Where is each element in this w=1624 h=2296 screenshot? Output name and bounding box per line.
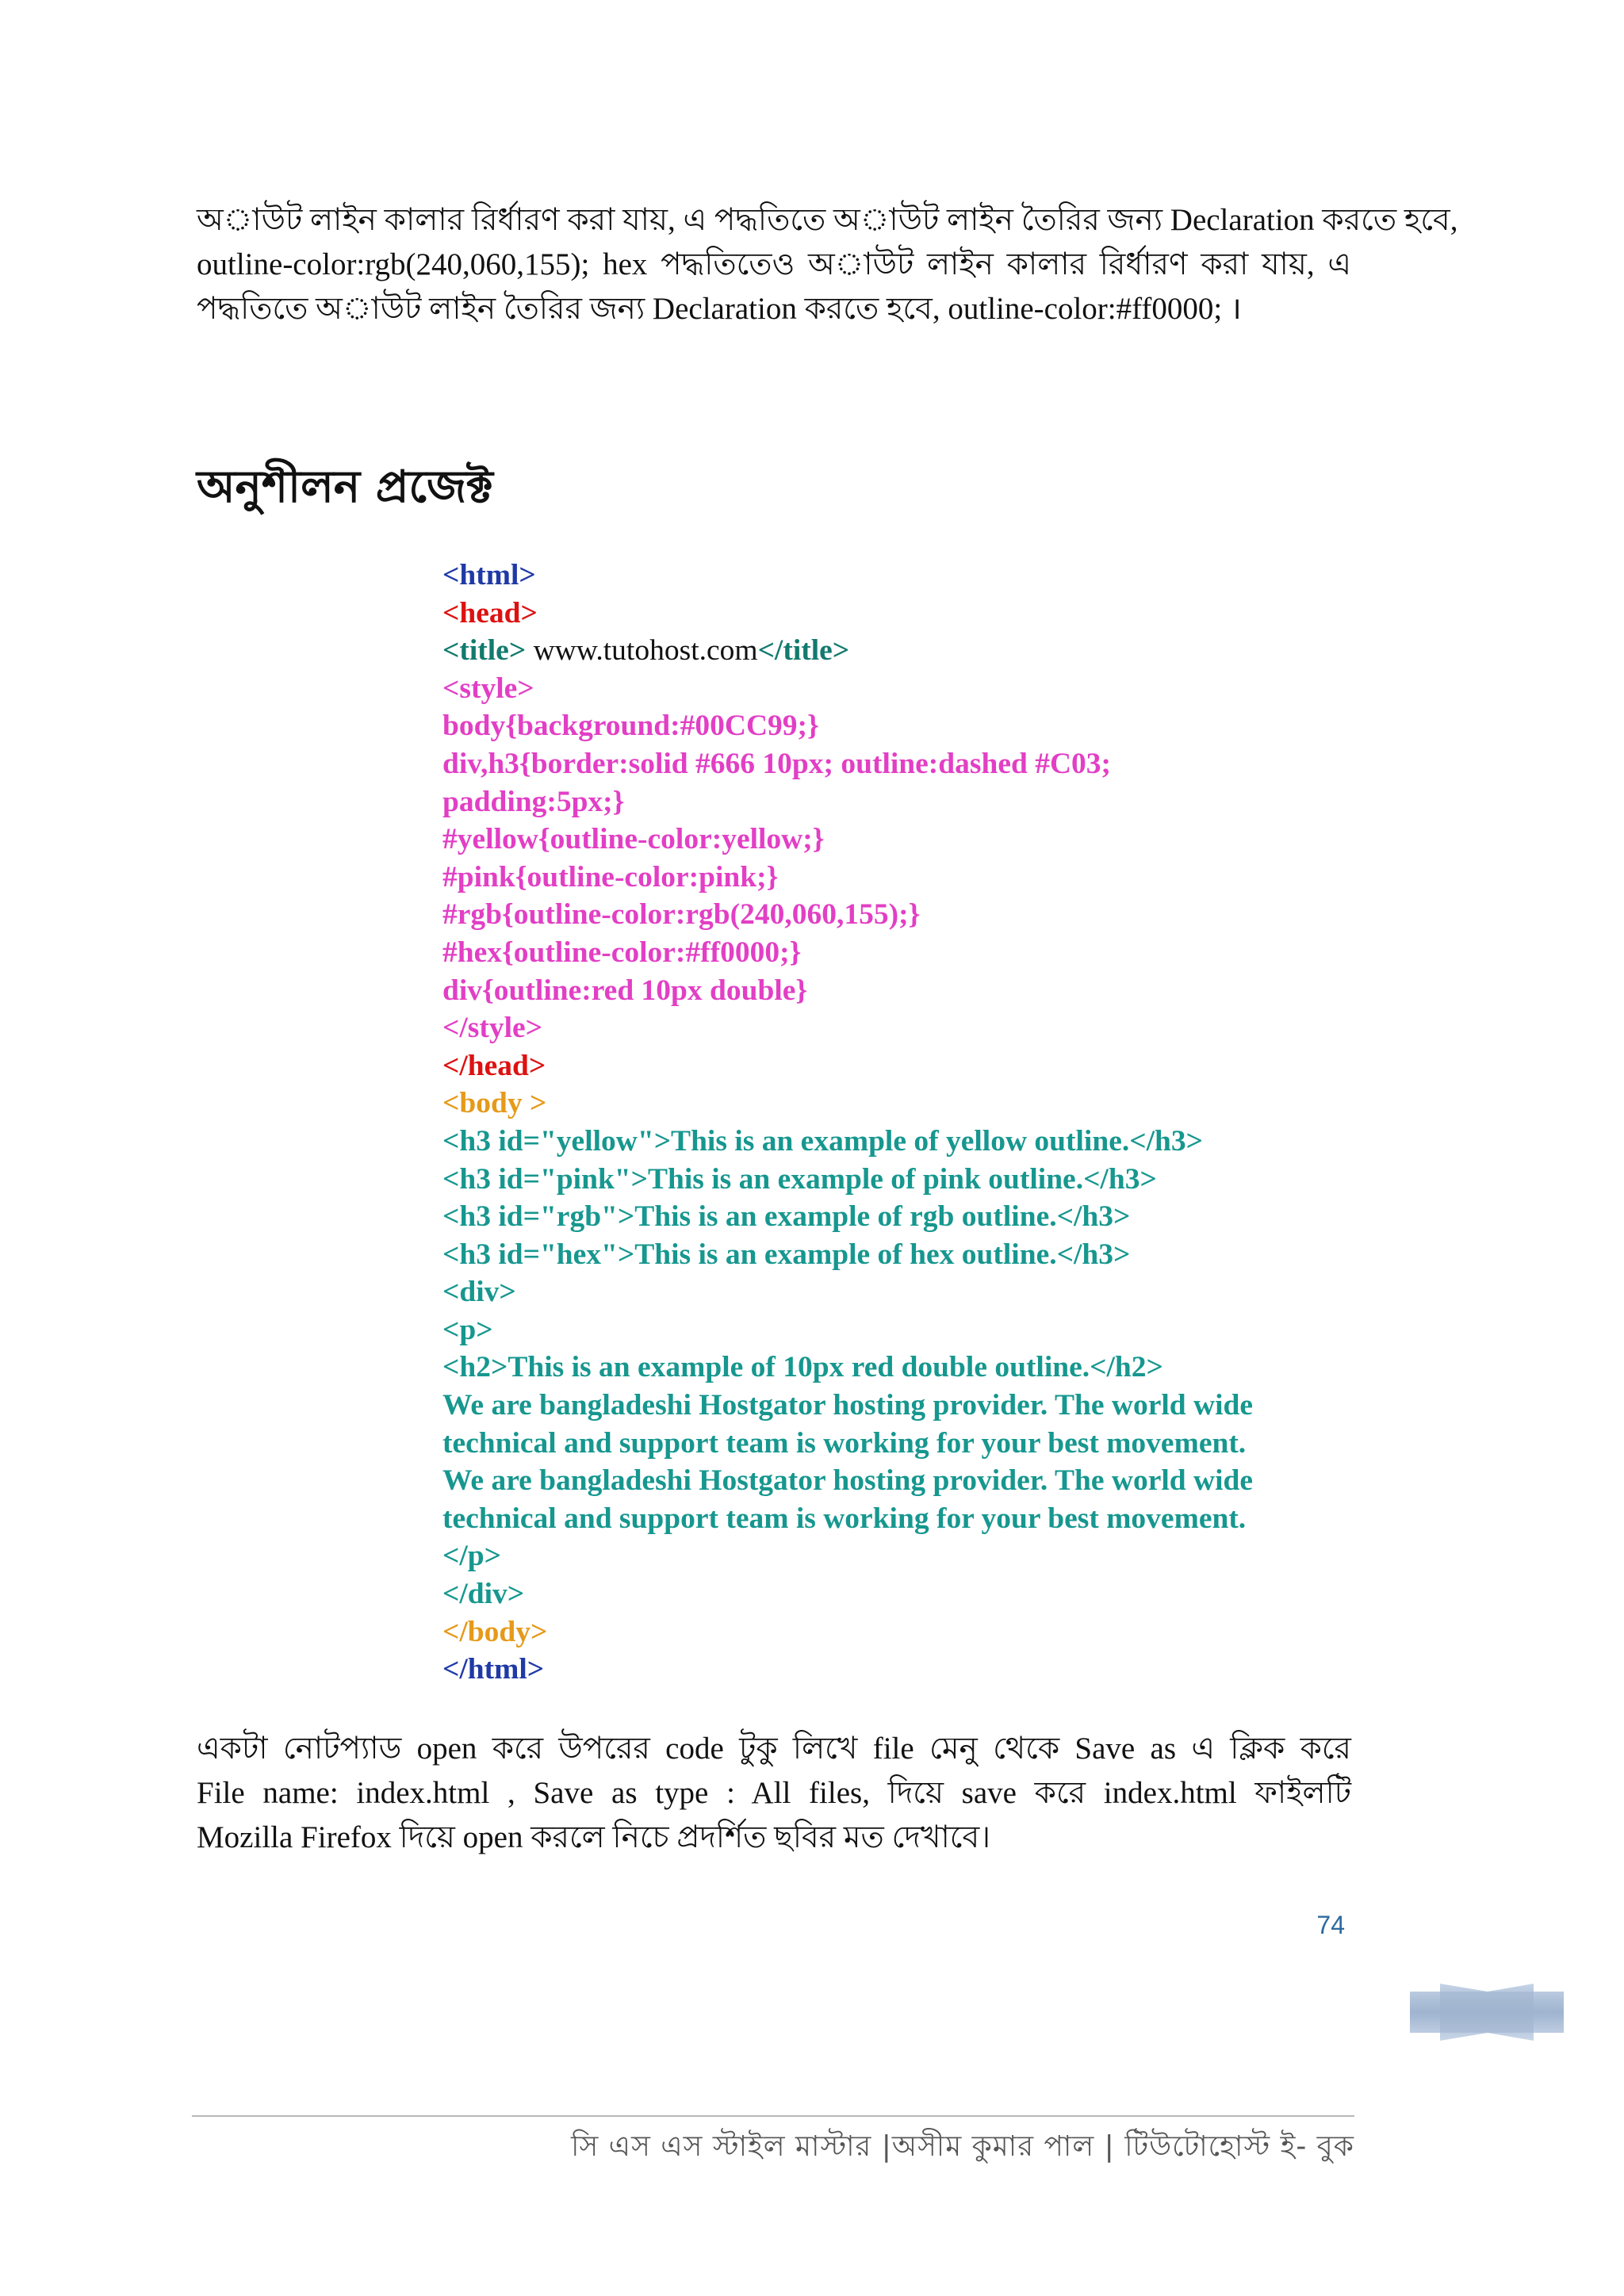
code-token: <h3 id="rgb">This is an example of rgb outline.</h3> xyxy=(442,1200,1131,1234)
page-ribbon-decoration xyxy=(1410,1980,1564,2044)
code-token: </title> xyxy=(757,634,850,668)
code-token: </html> xyxy=(442,1653,545,1686)
code-token: <h3 id="hex">This is an example of hex outline.</h3> xyxy=(442,1238,1131,1271)
code-line xyxy=(442,1613,1473,1651)
code-token: <h2>This is an example of 10px red double outline.</h2> xyxy=(442,1351,1163,1384)
code-line xyxy=(442,972,1473,1010)
code-line xyxy=(442,557,1473,595)
page-number: 74 xyxy=(1316,1911,1345,1939)
footer-divider xyxy=(192,2115,1354,2117)
footer-text: সি এস এস স্টাইল মাস্টার |অসীম কুমার পাল | টিউটোহোস্ট ই- বুক xyxy=(571,2130,1354,2163)
code-token: We are bangladeshi Hostgator hosting provider. The world wide xyxy=(442,1464,1254,1498)
instructions-paragraph xyxy=(197,1727,1351,1860)
code-token: </body> xyxy=(442,1615,548,1648)
code-token: <h3 id="yellow">This is an example of yellow outline.</h3> xyxy=(442,1124,1203,1158)
code-line xyxy=(442,1349,1473,1387)
code-line xyxy=(442,1047,1473,1085)
code-token: <body > xyxy=(442,1087,547,1120)
code-token: <div> xyxy=(442,1276,516,1309)
code-line xyxy=(442,1462,1473,1500)
code-token: div,h3{border:solid #666 10px; outline:dashed #C03; xyxy=(442,747,1112,780)
code-line xyxy=(442,1651,1473,1689)
code-token: We are bangladeshi Hostgator hosting provider. The world wide xyxy=(442,1389,1254,1422)
code-token: <head> xyxy=(442,596,538,629)
code-line xyxy=(442,1273,1473,1311)
code-token: body{background:#00CC99;} xyxy=(442,710,819,743)
code-line xyxy=(442,595,1473,633)
code-line xyxy=(442,1198,1473,1236)
intro-line-2: outline-color:rgb(240,060,155); hex পদ্ধতিতেও অাউট লাইন কালার রির্ধারণ করা যায়, এ xyxy=(197,247,1351,281)
instructions-line-2: File name: index.html , Save as type : All files, দিয়ে save করে index.html ফাইলটি xyxy=(197,1776,1351,1810)
code-token: #pink{outline-color:pink;} xyxy=(442,860,779,894)
code-line xyxy=(442,783,1473,821)
code-line xyxy=(442,670,1473,708)
code-line xyxy=(442,1236,1473,1274)
intro-line-1: অাউট লাইন কালার রির্ধারণ করা যায়, এ পদ্ধতিতে অাউট লাইন তৈরির জন্য Declaration করতে হবে, xyxy=(197,203,1458,237)
code-line xyxy=(442,896,1473,934)
code-token: <title> xyxy=(442,634,527,668)
code-token: <p> xyxy=(442,1313,493,1346)
code-line xyxy=(442,707,1473,745)
code-token: </div> xyxy=(442,1578,525,1611)
code-line xyxy=(442,1161,1473,1199)
code-line xyxy=(442,1537,1473,1575)
code-token: #rgb{outline-color:rgb(240,060,155);} xyxy=(442,898,921,932)
code-token: </p> xyxy=(442,1540,502,1573)
code-token: #yellow{outline-color:yellow;} xyxy=(442,823,825,856)
code-token: padding:5px;} xyxy=(442,785,625,818)
code-plain-text: www.tutohost.com xyxy=(526,634,758,668)
code-listing xyxy=(442,557,1473,1689)
code-token: technical and support team is working for your best movement. xyxy=(442,1502,1247,1535)
code-line xyxy=(442,1425,1473,1463)
code-line xyxy=(442,1311,1473,1349)
code-token: #hex{outline-color:#ff0000;} xyxy=(442,936,802,969)
instructions-line-1: একটা নোটপ্যাড open করে উপরের code টুকু লিখে file মেনু থেকে Save as এ ক্লিক করে xyxy=(197,1732,1351,1766)
code-token: div{outline:red 10px double} xyxy=(442,974,808,1007)
code-line xyxy=(442,1123,1473,1161)
section-heading: অনুশীলন প্রজেক্ট xyxy=(197,461,493,513)
code-line xyxy=(442,1500,1473,1538)
code-line xyxy=(442,934,1473,972)
code-token: <style> xyxy=(442,672,534,705)
intro-line-3: পদ্ধতিতে অাউট লাইন তৈরির জন্য Declaration করতে হবে, outline-color:#ff0000; । xyxy=(197,292,1242,326)
code-line xyxy=(442,1085,1473,1123)
intro-paragraph xyxy=(197,198,1458,331)
code-line xyxy=(442,1387,1473,1425)
code-token: <html> xyxy=(442,559,536,591)
code-line xyxy=(442,859,1473,897)
code-line xyxy=(442,1009,1473,1047)
instructions-line-3: Mozilla Firefox দিয়ে open করলে নিচে প্রদর্শিত ছবির মত দেখাবে। xyxy=(197,1820,991,1854)
code-line xyxy=(442,632,1473,670)
code-token: </head> xyxy=(442,1049,546,1082)
code-line xyxy=(442,821,1473,859)
code-token: technical and support team is working for your best movement. xyxy=(442,1426,1247,1460)
code-line xyxy=(442,745,1473,783)
code-token: </style> xyxy=(442,1012,543,1045)
code-token: <h3 id="pink">This is an example of pink outline.</h3> xyxy=(442,1162,1157,1196)
code-line xyxy=(442,1575,1473,1613)
